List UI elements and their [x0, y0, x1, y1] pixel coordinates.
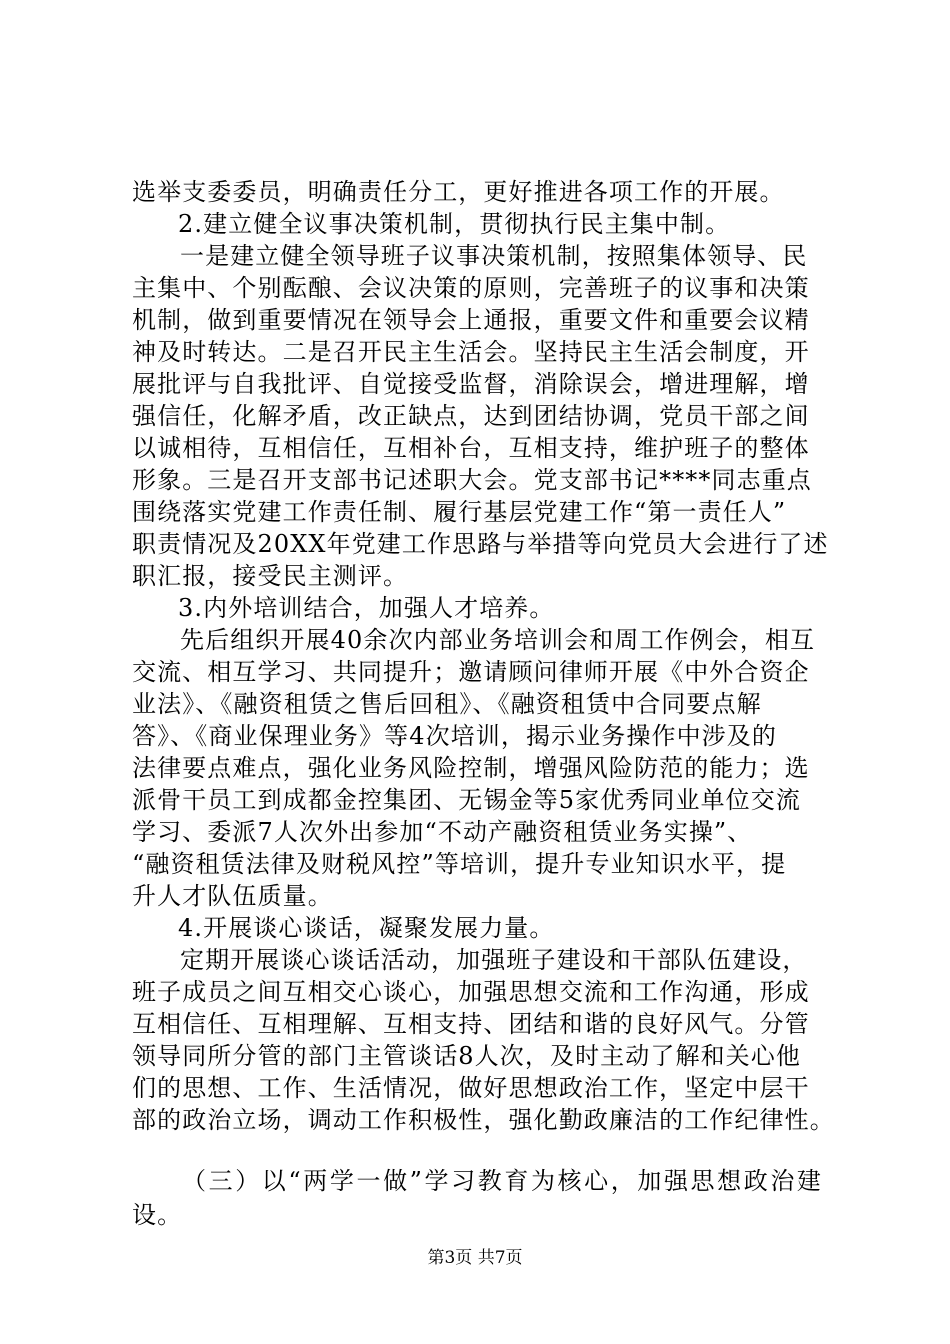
text-line: 先后组织开展40余次内部业务培训会和周工作例会，相互: [180, 626, 816, 654]
text-line: 主集中、个别酝酿、会议决策的原则，完善班子的议事和决策: [132, 274, 810, 302]
text-line: 以诚相待，互相信任，互相补台，互相支持，维护班子的整体: [132, 434, 810, 462]
text-line: 互相信任、互相理解、互相支持、团结和谐的良好风气。分管: [132, 1010, 810, 1038]
section-heading: （三）以“两学一做”学习教育为核心，加强思想政治建: [182, 1167, 824, 1195]
text-line: 学习、委派7人次外出参加“不动产融资租赁业务实操”、: [132, 818, 753, 846]
text-line: 们的思想、工作、生活情况，做好思想政治工作，坚定中层干: [132, 1074, 810, 1102]
text-line: “融资租赁法律及财税风控”等培训，提升专业知识水平，提: [132, 850, 787, 878]
text-line: 业法》、《融资租赁之售后回租》、《融资租赁中合同要点解: [132, 690, 762, 718]
section-heading: 2.建立健全议事决策机制，贯彻执行民主集中制。: [178, 210, 731, 238]
text-line: 升人才队伍质量。: [132, 882, 333, 910]
text-line: 展批评与自我批评、自觉接受监督，消除误会，增进理解，增: [132, 370, 810, 398]
text-line: 交流、相互学习、共同提升；邀请顾问律师开展《中外合资企: [132, 658, 810, 686]
page-footer: 第3页 共7页: [427, 1248, 523, 1268]
text-line: 答》、《商业保理业务》等4次培训，揭示业务操作中涉及的: [132, 722, 777, 750]
text-line: 职责情况及20XX年党建工作思路与举措等向党员大会进行了述: [132, 530, 829, 558]
text-line: 一是建立健全领导班子议事决策机制，按照集体领导、民: [180, 242, 808, 270]
text-line: 围绕落实党建工作责任制、履行基层党建工作“第一责任人”: [132, 498, 787, 526]
text-line: 形象。三是召开支部书记述职大会。党支部书记****同志重点: [132, 466, 812, 494]
text-line: 定期开展谈心谈话活动，加强班子建设和干部队伍建设，: [180, 946, 808, 974]
text-line: 法律要点难点，强化业务风险控制，增强风险防范的能力；选: [132, 754, 810, 782]
text-line: 强信任，化解矛盾，改正缺点，达到团结协调，党员干部之间: [132, 402, 810, 430]
text-line: 设。: [132, 1201, 183, 1229]
text-line: 领导同所分管的部门主管谈话8人次，及时主动了解和关心他: [132, 1042, 801, 1070]
section-heading: 4.开展谈心谈话，凝聚发展力量。: [178, 914, 555, 942]
section-heading: 3.内外培训结合，加强人才培养。: [178, 594, 555, 622]
text-line: 职汇报，接受民主测评。: [132, 562, 409, 590]
text-line: 选举支委委员，明确责任分工，更好推进各项工作的开展。: [132, 178, 785, 206]
text-line: 部的政治立场，调动工作积极性，强化勤政廉洁的工作纪律性。: [132, 1106, 835, 1134]
text-line: 机制，做到重要情况在领导会上通报，重要文件和重要会议精: [132, 306, 810, 334]
text-line: 神及时转达。二是召开民主生活会。坚持民主生活会制度，开: [132, 338, 810, 366]
text-line: 派骨干员工到成都金控集团、无锡金等5家优秀同业单位交流: [132, 786, 801, 814]
text-line: 班子成员之间互相交心谈心，加强思想交流和工作沟通，形成: [132, 978, 810, 1006]
